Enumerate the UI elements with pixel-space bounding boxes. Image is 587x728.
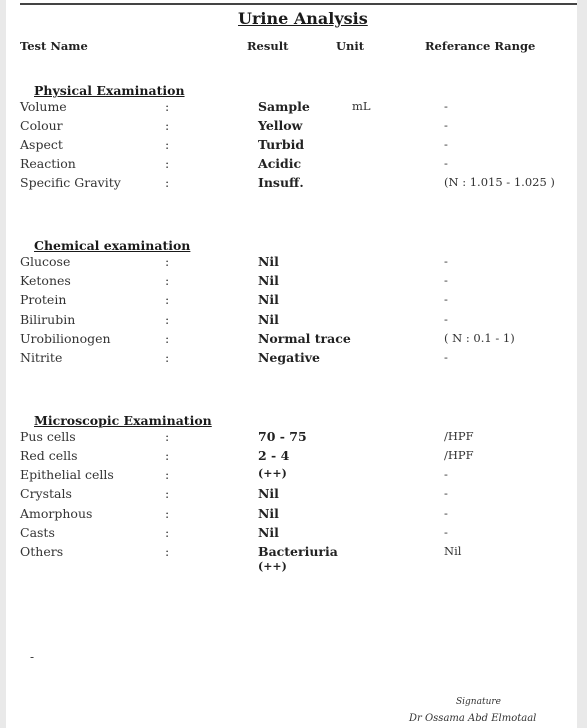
test-result: Yellow — [258, 118, 303, 133]
separator: : — [165, 156, 170, 171]
separator: : — [165, 273, 170, 288]
table-row — [6, 350, 577, 368]
test-result: Acidic — [258, 156, 302, 171]
test-name: Ketones — [20, 273, 71, 288]
test-range: - — [444, 254, 448, 268]
test-name: Pus cells — [20, 429, 76, 444]
test-range: - — [444, 467, 448, 481]
test-name: Specific Gravity — [20, 175, 121, 190]
table-row — [6, 99, 577, 117]
test-name: Amorphous — [20, 506, 93, 521]
test-range: - — [444, 137, 448, 151]
test-result: (++) — [258, 467, 287, 480]
test-result: Turbid — [258, 137, 305, 152]
test-name: Volume — [20, 99, 67, 114]
table-row — [6, 506, 577, 524]
separator: : — [165, 99, 170, 114]
test-result: Nil — [258, 486, 279, 501]
test-name: Glucose — [20, 254, 71, 269]
test-result: 70 - 75 — [258, 429, 307, 444]
test-range: - — [444, 156, 448, 170]
test-result: Bacteriuria — [258, 544, 338, 559]
test-name: Nitrite — [20, 350, 63, 365]
report-title: Urine Analysis — [238, 9, 368, 28]
test-result: 2 - 4 — [258, 448, 290, 463]
signature-label: Signature — [456, 697, 502, 707]
test-name: Others — [20, 544, 64, 559]
test-range: - — [444, 292, 448, 306]
test-name: Epithelial cells — [20, 467, 114, 482]
header-reference-range: Referance Range — [425, 39, 536, 53]
test-range: Nil — [444, 544, 462, 558]
test-range: - — [444, 99, 448, 113]
test-result: Nil — [258, 254, 279, 269]
test-result: Sample — [258, 99, 310, 114]
test-result: Normal trace — [258, 331, 351, 346]
table-row — [6, 429, 577, 447]
test-name: Bilirubin — [20, 312, 76, 327]
table-row — [6, 312, 577, 330]
test-result: Nil — [258, 506, 279, 521]
table-row — [6, 292, 577, 310]
separator: : — [165, 292, 170, 307]
section-chemical-title: Chemical examination — [34, 238, 191, 253]
test-range: - — [444, 273, 448, 287]
test-result: Nil — [258, 292, 279, 307]
separator: : — [165, 137, 170, 152]
table-row — [6, 175, 577, 193]
test-result: Insuff. — [258, 175, 304, 190]
stray-mark: - — [30, 650, 35, 664]
report-page — [6, 0, 577, 728]
table-row — [6, 525, 577, 543]
test-name: Protein — [20, 292, 67, 307]
separator: : — [165, 312, 170, 327]
test-range: - — [444, 312, 448, 326]
separator: : — [165, 331, 170, 346]
test-unit: mL — [352, 99, 371, 113]
separator: : — [165, 467, 170, 482]
test-result: Nil — [258, 273, 279, 288]
table-row — [6, 331, 577, 349]
separator: : — [165, 544, 170, 559]
test-result: Negative — [258, 350, 320, 365]
separator: : — [165, 254, 170, 269]
header-test-name: Test Name — [20, 39, 88, 53]
header-unit: Unit — [336, 39, 365, 53]
test-range: - — [444, 350, 448, 364]
separator: : — [165, 486, 170, 501]
test-name: Urobilionogen — [20, 331, 111, 346]
table-row — [6, 118, 577, 136]
test-name: Red cells — [20, 448, 78, 463]
table-row — [6, 254, 577, 272]
table-row — [6, 273, 577, 291]
test-range: /HPF — [444, 448, 474, 462]
table-row — [6, 544, 577, 562]
table-row — [6, 486, 577, 504]
table-row — [6, 448, 577, 466]
test-name: Aspect — [20, 137, 63, 152]
test-result: Nil — [258, 525, 279, 540]
top-rule — [20, 3, 577, 5]
separator: : — [165, 350, 170, 365]
others-result-line2: (++) — [258, 560, 287, 573]
test-range: ( N : 0.1 - 1) — [444, 331, 515, 345]
section-microscopic-title: Microscopic Examination — [34, 413, 212, 428]
test-name: Reaction — [20, 156, 76, 171]
test-range: - — [444, 486, 448, 500]
test-range: - — [444, 525, 448, 539]
test-result: Nil — [258, 312, 279, 327]
header-result: Result — [247, 39, 289, 53]
table-row — [6, 156, 577, 174]
test-name: Colour — [20, 118, 63, 133]
separator: : — [165, 525, 170, 540]
separator: : — [165, 429, 170, 444]
test-name: Crystals — [20, 486, 72, 501]
test-name: Casts — [20, 525, 55, 540]
test-range: (N : 1.015 - 1.025 ) — [444, 175, 555, 189]
section-physical-title: Physical Examination — [34, 83, 185, 98]
table-row — [6, 137, 577, 155]
test-range: - — [444, 118, 448, 132]
separator: : — [165, 448, 170, 463]
separator: : — [165, 506, 170, 521]
test-range: - — [444, 506, 448, 520]
test-range: /HPF — [444, 429, 474, 443]
separator: : — [165, 118, 170, 133]
table-row — [6, 467, 577, 485]
signature-name: Dr Ossama Abd Elmotaal — [409, 713, 537, 724]
separator: : — [165, 175, 170, 190]
